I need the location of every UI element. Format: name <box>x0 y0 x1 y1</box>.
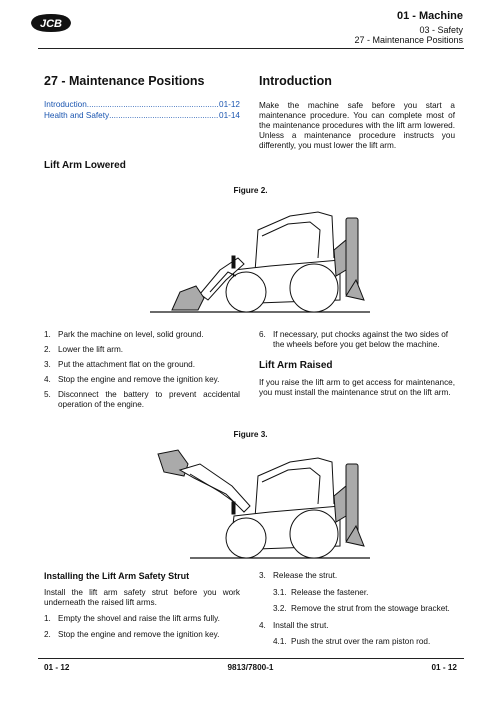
list-item: 6. If necessary, put chocks against the two sides of the wheels before you get below the machine. <box>259 330 449 349</box>
list-subitem: 3.1. Release the fastener. <box>273 588 369 597</box>
lift-arm-raised-heading: Lift Arm Raised <box>259 360 333 371</box>
list-item: 2. Stop the engine and remove the ignition key. <box>44 630 220 639</box>
strut-steps-list <box>44 614 240 640</box>
list-item: 5. Disconnect the battery to prevent accidental operation of the engine. <box>44 390 240 409</box>
steps-lowered-right-list <box>259 330 455 350</box>
steps-lowered-list <box>44 330 240 410</box>
lift-arm-lowered-heading: Lift Arm Lowered <box>44 160 126 171</box>
figure-2-illustration <box>150 200 370 318</box>
toc-label: Introduction <box>44 100 87 109</box>
toc-leader <box>109 111 219 120</box>
figure-2-caption: Figure 2. <box>233 186 268 195</box>
header-subsection: 27 - Maintenance Positions <box>354 35 463 45</box>
introduction-text: Make the machine safe before you start a maintenance procedure. You can complete most of the maintenance procedures with the lift arm lowered. Unless a maintenance procedure instructs you differently, you must lower the lift arm. <box>259 101 455 150</box>
header-section: 03 - Safety <box>419 25 463 35</box>
strut-steps-right-list <box>259 571 459 647</box>
list-subitem: 3.2. Remove the strut from the stowage bracket. <box>273 604 450 613</box>
lift-arm-raised-text: If you raise the lift arm to get access for maintenance, you must install the maintenance strut on the lift arm. <box>259 378 455 397</box>
list-item: 4. Stop the engine and remove the ignition key. <box>44 375 220 384</box>
toc-entry-introduction[interactable] <box>44 100 240 109</box>
list-item: 3. Put the attachment flat on the ground. <box>44 360 196 369</box>
list-item: 1. Empty the shovel and raise the lift arms fully. <box>44 614 220 623</box>
list-item: 4. Install the strut. <box>259 621 329 630</box>
list-subitem: 4.1. Push the strut over the ram piston rod. <box>273 637 431 646</box>
figure-3-caption: Figure 3. <box>233 430 268 439</box>
list-item: 1. Park the machine on level, solid ground. <box>44 330 204 339</box>
toc-page: 01-12 <box>219 100 240 109</box>
figure-3-illustration <box>150 442 370 564</box>
page-heading: 27 - Maintenance Positions <box>44 74 205 88</box>
footer-page-right: 01 - 12 <box>431 663 457 672</box>
toc-label: Health and Safety <box>44 111 110 120</box>
toc-leader <box>87 100 219 109</box>
footer-rule <box>38 658 464 659</box>
footer-doc-number: 9813/7800-1 <box>227 663 274 672</box>
strut-heading: Installing the Lift Arm Safety Strut <box>44 571 190 581</box>
jcb-logo-text: JCB <box>39 18 63 30</box>
introduction-heading: Introduction <box>259 74 332 88</box>
list-item: 3. Release the strut. <box>259 571 338 580</box>
list-item: 2. Lower the lift arm. <box>44 345 124 354</box>
footer-page-left: 01 - 12 <box>44 663 70 672</box>
jcb-logo <box>28 12 74 34</box>
header-rule <box>38 48 464 49</box>
toc-page: 01-14 <box>219 111 240 120</box>
toc-entry-health-safety[interactable] <box>44 111 240 120</box>
strut-text: Install the lift arm safety strut before you work underneath the raised lift arms. <box>44 588 240 607</box>
header-title: 01 - Machine <box>396 10 463 22</box>
